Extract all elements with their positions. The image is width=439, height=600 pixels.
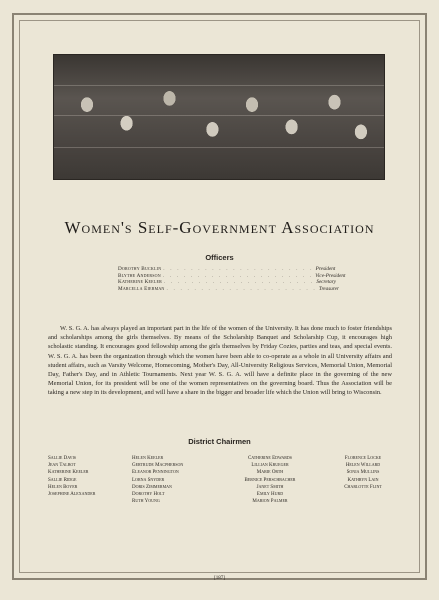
officer-name: Blythe Anderson (118, 272, 161, 279)
chairman-name: Katherine Keeler (48, 470, 89, 476)
chairman-name: Lillian Krueger (251, 463, 289, 469)
chairman-name: Kathryn Lain (347, 477, 379, 483)
officer-role: President (315, 266, 336, 272)
chairman-name: Helen Willard (345, 463, 381, 469)
chairman-name: Bernice Perschbacher (244, 477, 296, 483)
officer-role: Treasurer (318, 285, 339, 292)
chairman-name: Sallie Ridge (48, 477, 77, 483)
chairmen-column-4 (331, 455, 395, 491)
officer-row (118, 266, 336, 273)
officer-role: Vice-President (315, 272, 346, 279)
leader-dots: . . . . . . . . . . . . . . . . . . . . . . (162, 272, 314, 279)
page-title: Women's Self-Government Association (64, 218, 375, 237)
chairman-name: Jean Talbot (48, 463, 76, 469)
chairman-name: Helen Boyer (48, 484, 78, 490)
body-paragraph: W. S. G. A. has always played an important part in the life of the women of the University. It has done much to foster friendships and scholarships among the girls themselves. By means of the Scholarship Banquet and Scholarship Cup, it encourages high scholastic standing. It encourages good fellowship among the girls themselves by Friday Cozies, parties and teas, and special events. W. S. G. A. has been the organization through which the women have been able to co-operate as a whole in all University affairs and student affairs, such as Varsity Welcome, Homecoming, Mother's Day, All-University Religious Services, Memorial Union, Memorial Day, Father's Day, and in Athletic Tournaments. Next year W. S. G. A. will have a definite place in the governing of the new Memorial Union, for its president will be one of the women representatives on the governing board. Thus the Association will be taking a new step in its development, and will have a share in the bigger and broader life which the Union will bring to Wisconsin. (48, 325, 392, 397)
chairman-name: Sonia Mullins (346, 470, 380, 476)
chairman-name: Charlotte Flint (344, 484, 382, 490)
chairman-name: Helen Keeler (132, 456, 164, 461)
chairman-name: Dorothy Holt (132, 492, 165, 498)
chairmen-column-1 (48, 455, 95, 498)
chairman-name: Sallie Davis (48, 456, 77, 461)
officer-row (118, 285, 339, 293)
leader-dots: . . . . . . . . . . . . . . . . . . . . . . (166, 285, 317, 292)
chairman-name: Gertrude Macpherson (132, 463, 184, 469)
chairman-name: Florence Locke (344, 456, 382, 461)
officers-list (118, 266, 346, 292)
chairman-name: Janet Smith (256, 484, 284, 490)
chairman-name: Josephine Alexander (48, 492, 96, 498)
officer-row (118, 272, 346, 280)
officer-name: Katherine Keeler (118, 279, 162, 286)
leader-dots: . . . . . . . . . . . . . . . . . . . . . . (163, 266, 314, 272)
group-photo (53, 54, 385, 180)
officer-row (118, 279, 337, 286)
chairman-name: Emily Hurd (256, 492, 284, 498)
chairmen-column-2 (132, 455, 183, 505)
officers-heading: Officers (205, 253, 234, 262)
page-number: [187] (214, 576, 225, 581)
district-chairmen-heading: District Chairmen (188, 437, 251, 446)
chairman-name: Marie Orth (256, 470, 284, 476)
chairman-name: Eleanor Pennington (132, 470, 179, 476)
chairman-name: Lorna Snyder (132, 477, 165, 483)
chairmen-column-3 (228, 455, 312, 505)
chairman-name: Marion Palmer (252, 499, 288, 505)
officer-name: Dorothy Bucklin (118, 266, 162, 272)
chairman-name: Catherine Edwards (247, 456, 293, 461)
officer-name: Marcella Eierman (118, 285, 165, 292)
leader-dots: . . . . . . . . . . . . . . . . . . . . . . (163, 279, 315, 286)
chairman-name: Ruth Young (132, 499, 160, 505)
officer-role: Secretary (316, 279, 337, 286)
chairman-name: Doris Zimmerman (132, 484, 172, 490)
